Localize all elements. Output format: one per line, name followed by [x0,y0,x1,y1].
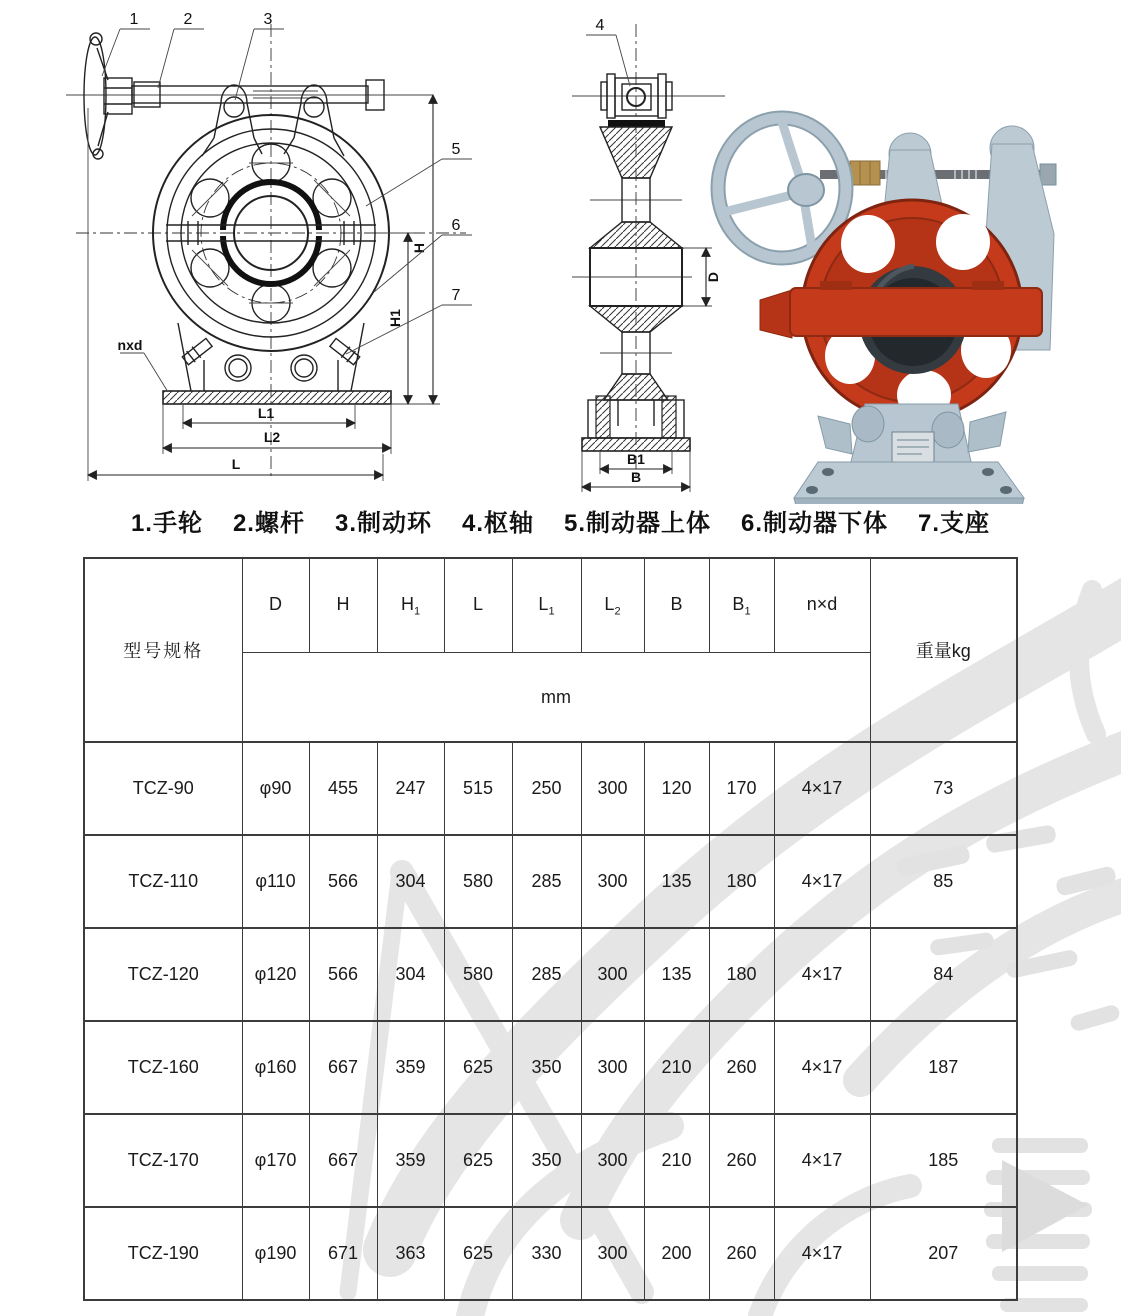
spec-table [83,557,1018,1301]
cell: 4×17 [774,1021,870,1114]
dim-label-b1: B1 [627,451,645,467]
cell: φ170 [242,1114,309,1207]
cell: 247 [377,742,444,835]
product-photo [700,92,1120,504]
support-base [582,396,690,451]
dim-label-l1: L1 [257,405,275,421]
cell: 300 [581,1021,644,1114]
cell: 300 [581,835,644,928]
cell: 350 [512,1114,581,1207]
cell: 566 [309,835,377,928]
table-row [84,742,1017,835]
pivot-lugs [202,85,344,156]
col-header-nxd: n×d [774,558,870,653]
cell: 515 [444,742,512,835]
dim-label-nxd: nxd [117,337,143,353]
dim-label-l: L [231,456,241,472]
base [794,404,1024,504]
cell: 135 [644,928,709,1021]
cell: 455 [309,742,377,835]
col-header-h: H [309,558,377,653]
callout-3: 3 [263,11,273,28]
col-header-d: D [242,558,309,653]
parts-legend [0,503,1121,538]
cell: 667 [309,1114,377,1207]
dim-label-l2: L2 [263,429,281,445]
handwheel [718,118,846,258]
dim-label-h: H [411,242,427,254]
cell: 625 [444,1207,512,1300]
brass-nut [850,161,880,185]
col-header-l2: $L_2$ [581,558,644,653]
col-header-h1: $H_1$ [377,558,444,653]
cell: 4×17 [774,1114,870,1207]
cell: 180 [709,835,774,928]
col-header-model: 型号规格 [84,558,242,742]
dim-label-h1: H1 [387,309,403,327]
anchor-stud-left [181,337,213,367]
cell: 300 [581,1207,644,1300]
cell-weight: 85 [870,835,1017,928]
cell-model: TCZ-90 [84,742,242,835]
cell-weight: 207 [870,1207,1017,1300]
cell-weight: 187 [870,1021,1017,1114]
col-header-l1: $L_1$ [512,558,581,653]
cell: 120 [644,742,709,835]
cell: 4×17 [774,835,870,928]
cell-weight: 185 [870,1114,1017,1207]
cell: 625 [444,1114,512,1207]
handwheel [84,33,132,159]
legend-item: 7.支座 [918,510,991,537]
cell-model: TCZ-170 [84,1114,242,1207]
table-row [84,1021,1017,1114]
cell-weight: 84 [870,928,1017,1021]
cell: 580 [444,928,512,1021]
cell: 135 [644,835,709,928]
cell: 250 [512,742,581,835]
cell: 4×17 [774,928,870,1021]
callout-4: 4 [595,17,605,34]
cell: 170 [709,742,774,835]
cell: 300 [581,1114,644,1207]
callout-2: 2 [183,11,193,28]
cell: 180 [709,928,774,1021]
cell: 260 [709,1114,774,1207]
cell-model: TCZ-110 [84,835,242,928]
cell-model: TCZ-190 [84,1207,242,1300]
cell: 304 [377,835,444,928]
cell: 285 [512,835,581,928]
anchor-stud-right [329,337,361,367]
callout-5: 5 [451,141,461,158]
cell: 200 [644,1207,709,1300]
dim-label-b: B [630,469,642,485]
cell: φ120 [242,928,309,1021]
cell: 359 [377,1114,444,1207]
cell: 300 [581,928,644,1021]
unit-cell: mm [242,653,870,743]
cell: 210 [644,1114,709,1207]
col-header-b1: $B_1$ [709,558,774,653]
legend-item: 6.制动器下体 [741,510,889,537]
cell: 350 [512,1021,581,1114]
cell: 300 [581,742,644,835]
table-row [84,1207,1017,1300]
legend-item: 2.螺杆 [232,510,305,537]
cell: 210 [644,1021,709,1114]
pivot-assembly [601,74,672,127]
cell: 667 [309,1021,377,1114]
legend-item: 1.手轮 [130,510,203,537]
col-header-weight: 重量kg [870,558,1017,742]
legend-item: 4.枢轴 [461,510,534,537]
cell: 260 [709,1021,774,1114]
legend-item: 3.制动环 [334,510,432,537]
table-row [84,835,1017,928]
table-row [84,928,1017,1021]
cell: 580 [444,835,512,928]
cell: 260 [709,1207,774,1300]
cell: 359 [377,1021,444,1114]
clamp-bar [760,281,1042,338]
callout-6: 6 [451,217,461,234]
body-sections [590,127,682,400]
legend-item: 5.制动器上体 [564,510,712,537]
callouts [586,17,630,86]
dim-label-d: D [705,271,721,283]
cell: φ90 [242,742,309,835]
cell: φ110 [242,835,309,928]
cell: 4×17 [774,1207,870,1300]
cell: 363 [377,1207,444,1300]
col-header-b: B [644,558,709,653]
cell-weight: 73 [870,742,1017,835]
cell: 304 [377,928,444,1021]
cell: 566 [309,928,377,1021]
callout-1: 1 [129,11,139,28]
cell: 671 [309,1207,377,1300]
support-base [163,323,440,404]
cell: φ160 [242,1021,309,1114]
cell-model: TCZ-120 [84,928,242,1021]
cell-model: TCZ-160 [84,1021,242,1114]
cell: 330 [512,1207,581,1300]
callout-7: 7 [451,287,461,304]
cell: 4×17 [774,742,870,835]
cell: 625 [444,1021,512,1114]
col-header-l: L [444,558,512,653]
front-view-drawing [58,8,498,500]
cell: φ190 [242,1207,309,1300]
table-row [84,1114,1017,1207]
cell: 285 [512,928,581,1021]
